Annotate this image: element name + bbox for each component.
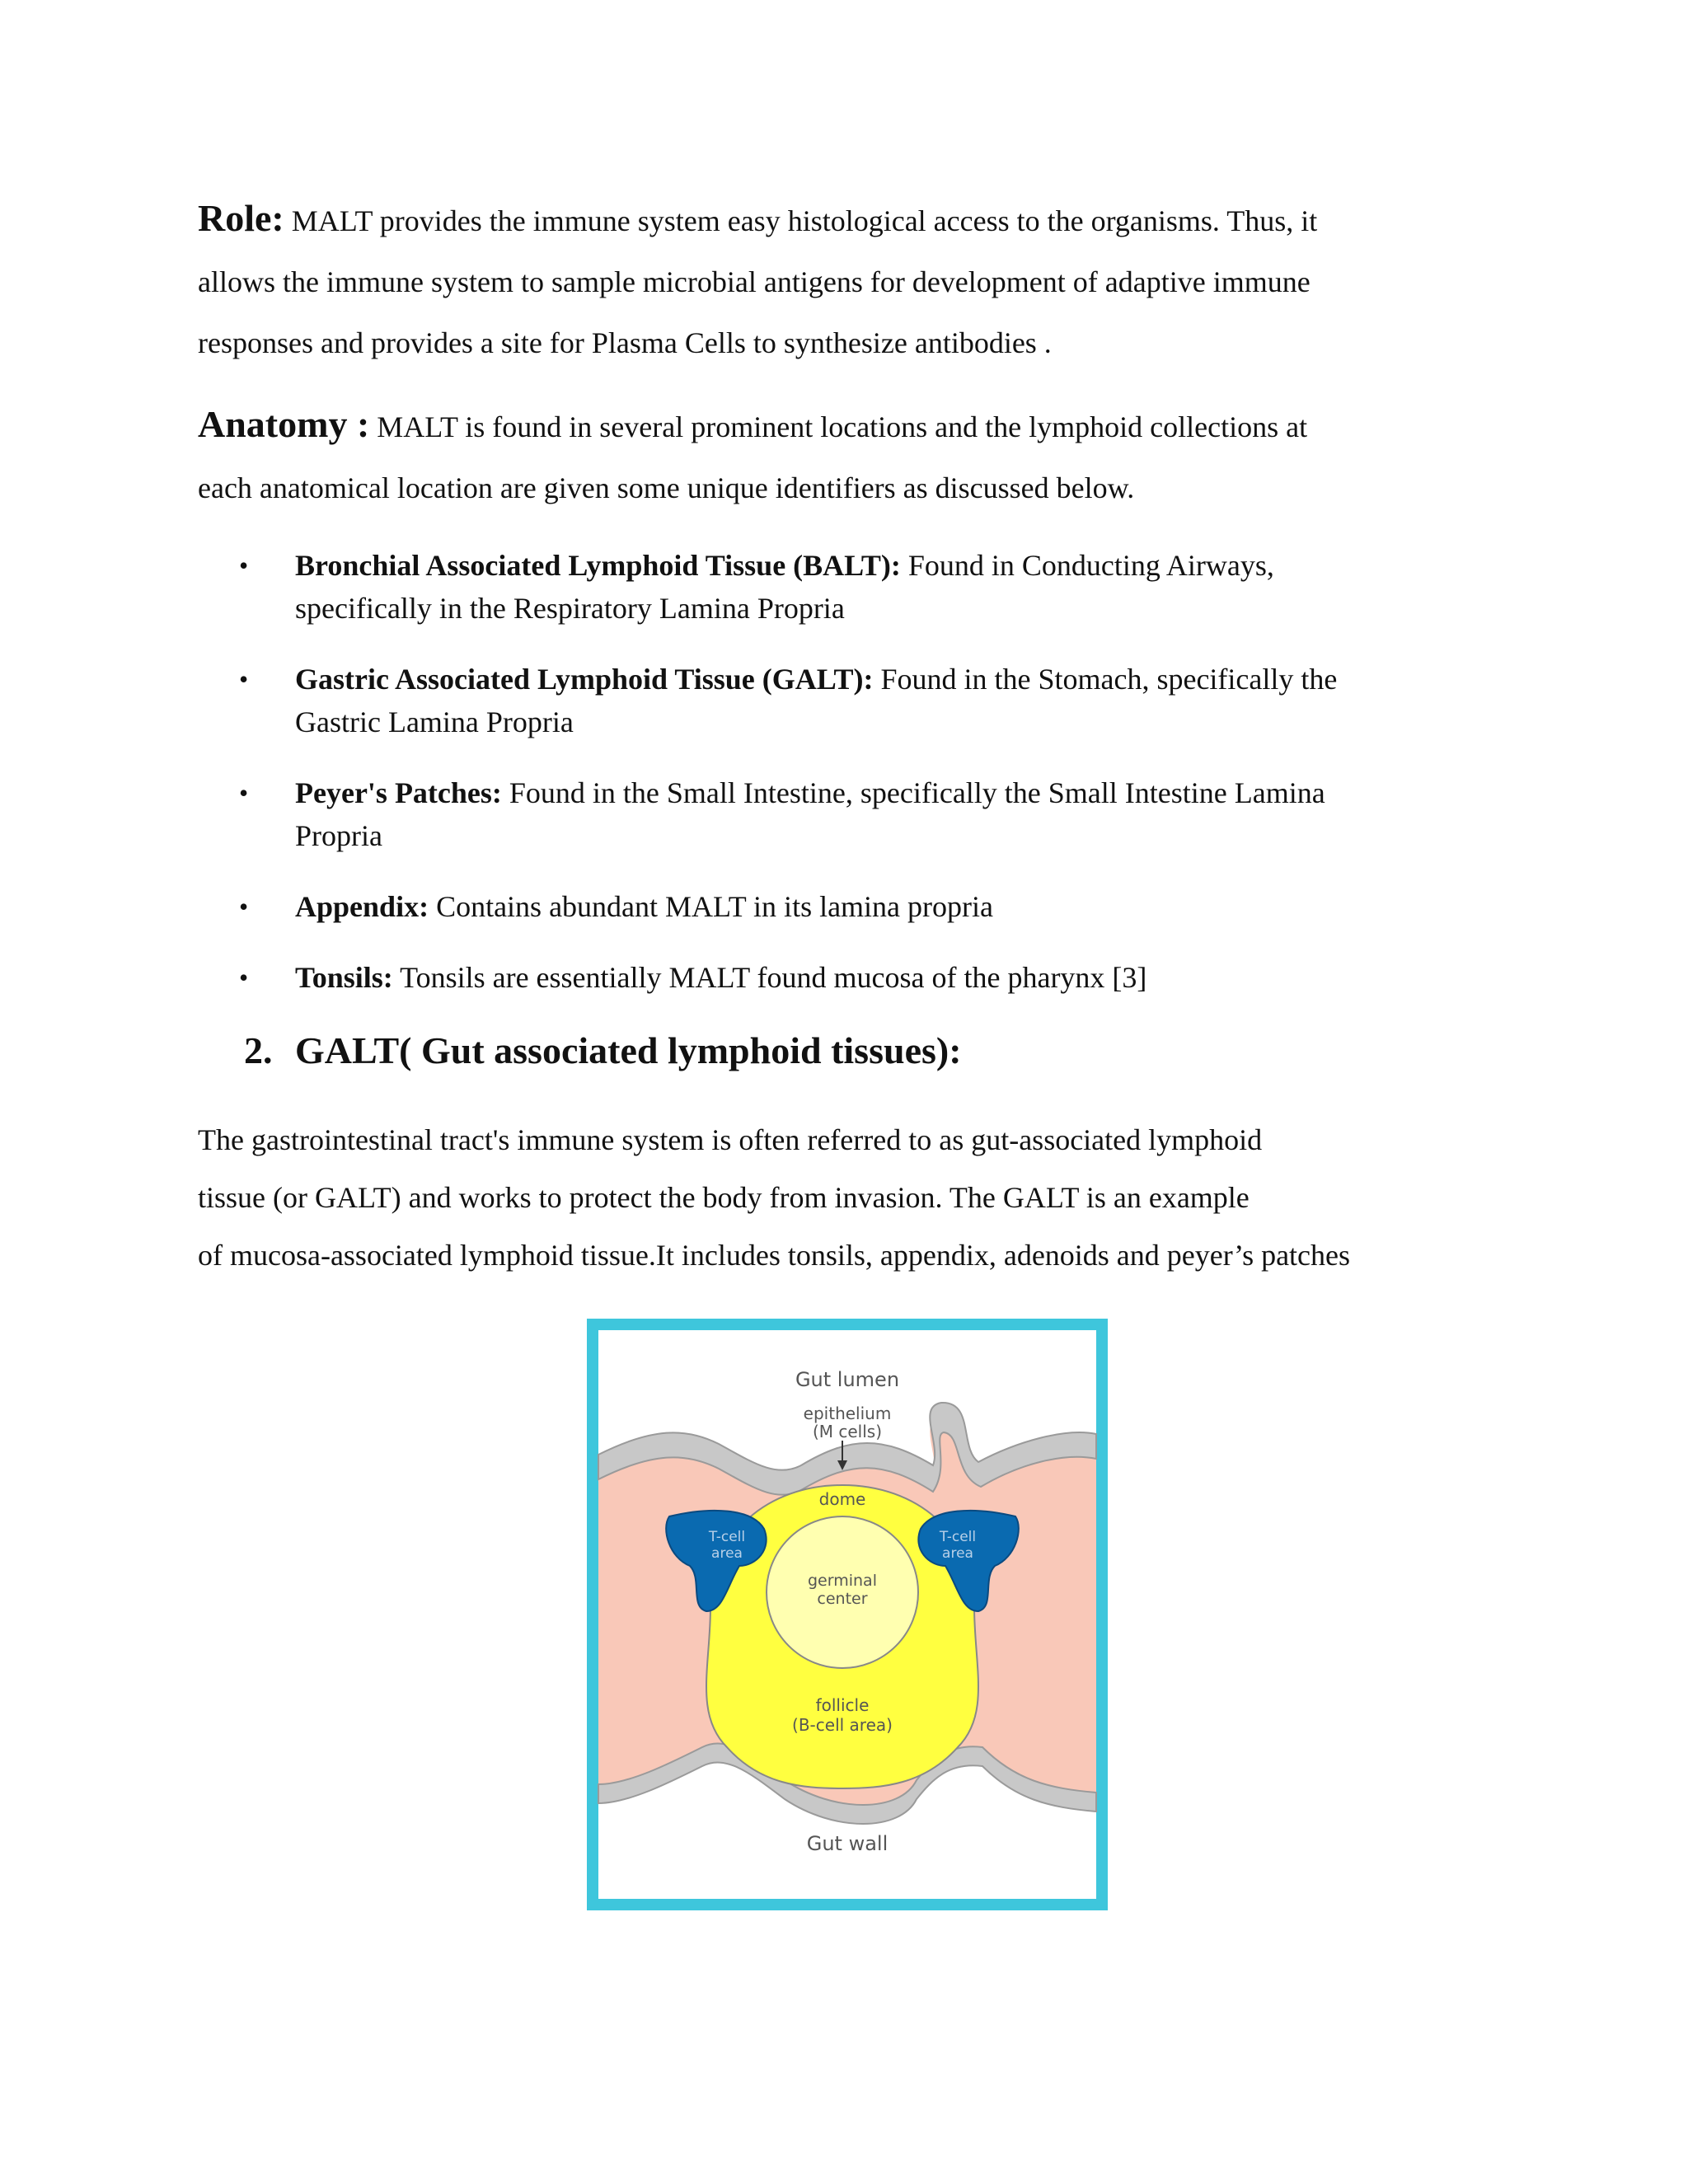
list-item-line-2: specifically in the Respiratory Lamina Propria [295,592,845,625]
list-item-line [295,544,1484,587]
role-paragraph [198,188,1484,373]
list-item-peyers-patches [198,771,1484,857]
malt-locations-list [198,544,1484,1027]
galt-line-3: of mucosa-associated lymphoid tissue.It includes tonsils, appendix, adenoids and peyer’s patches [198,1239,1351,1272]
list-item-term: Tonsils: [295,961,393,994]
galt-paragraph [198,1111,1484,1284]
section-number: 2. [244,1029,273,1071]
list-item-line-2: Gastric Lamina Propria [295,705,574,738]
role-line-1 [198,188,1484,251]
list-item-line [295,658,1484,701]
section-title: GALT( Gut associated lymphoid tissues): [295,1029,962,1071]
galt-diagram [587,1319,1108,1910]
galt-line-2: tissue (or GALT) and works to protect the body from invasion. The GALT is an example [198,1181,1250,1214]
role-text-1: MALT provides the immune system easy histological access to the organisms. Thus, it [284,204,1318,237]
anatomy-line-1 [198,394,1484,457]
list-item-appendix [198,885,1484,928]
gut-wall-label: Gut wall [806,1832,889,1855]
germinal-center-label-2: center [817,1590,868,1608]
list-item-tonsils [198,956,1484,999]
list-item-text: Found in the Stomach, specifically the [873,663,1338,696]
anatomy-paragraph [198,394,1484,518]
follicle-label-1: follicle [815,1695,870,1715]
t-cell-right-label-2: area [942,1545,973,1562]
list-item-text: Found in the Small Intestine, specifically the Small Intestine Lamina [501,776,1325,809]
anatomy-line-2: each anatomical location are given some unique identifiers as discussed below. [198,471,1135,504]
follicle-label-2: (B-cell area) [792,1715,893,1735]
list-item-text: Contains abundant MALT in its lamina propria [429,890,993,923]
t-cell-left-label-2: area [711,1545,743,1562]
list-item-line [295,956,1484,999]
list-item-term: Peyer's Patches: [295,776,502,809]
list-item-balt [198,544,1484,630]
dome-label: dome [818,1489,866,1509]
role-line-3: responses and provides a site for Plasma Cells to synthesize antibodies . [198,326,1052,359]
list-item-line [295,885,1484,928]
role-line-2: allows the immune system to sample microbial antigens for development of adaptive immune [198,265,1311,298]
anatomy-text-1: MALT is found in several prominent locations and the lymphoid collections at [369,410,1308,443]
gut-lumen-label: Gut lumen [795,1368,900,1391]
t-cell-right-label-1: T-cell [939,1529,977,1545]
epithelium-label: epithelium [803,1404,892,1423]
galt-line-1: The gastrointestinal tract's immune system is often referred to as gut-associated lymphoid [198,1123,1263,1156]
germinal-center-label-1: germinal [808,1572,877,1590]
t-cell-left-label-1: T-cell [708,1529,746,1545]
list-item-line [295,771,1484,814]
list-item-text: Found in Conducting Airways, [900,549,1274,582]
list-item-galt [198,658,1484,743]
list-item-line-2: Propria [295,819,382,852]
anatomy-heading: Anatomy : [198,403,370,445]
role-heading: Role: [198,197,284,239]
list-item-text: Tonsils are essentially MALT found mucosa of the pharynx [3] [392,961,1147,994]
section-heading-galt [244,1029,962,1072]
list-item-term: Appendix: [295,890,429,923]
list-item-term: Bronchial Associated Lymphoid Tissue (BALT): [295,549,901,582]
galt-diagram-figure [587,1319,1108,1910]
m-cells-label: (M cells) [812,1422,883,1441]
list-item-term: Gastric Associated Lymphoid Tissue (GALT): [295,663,874,696]
